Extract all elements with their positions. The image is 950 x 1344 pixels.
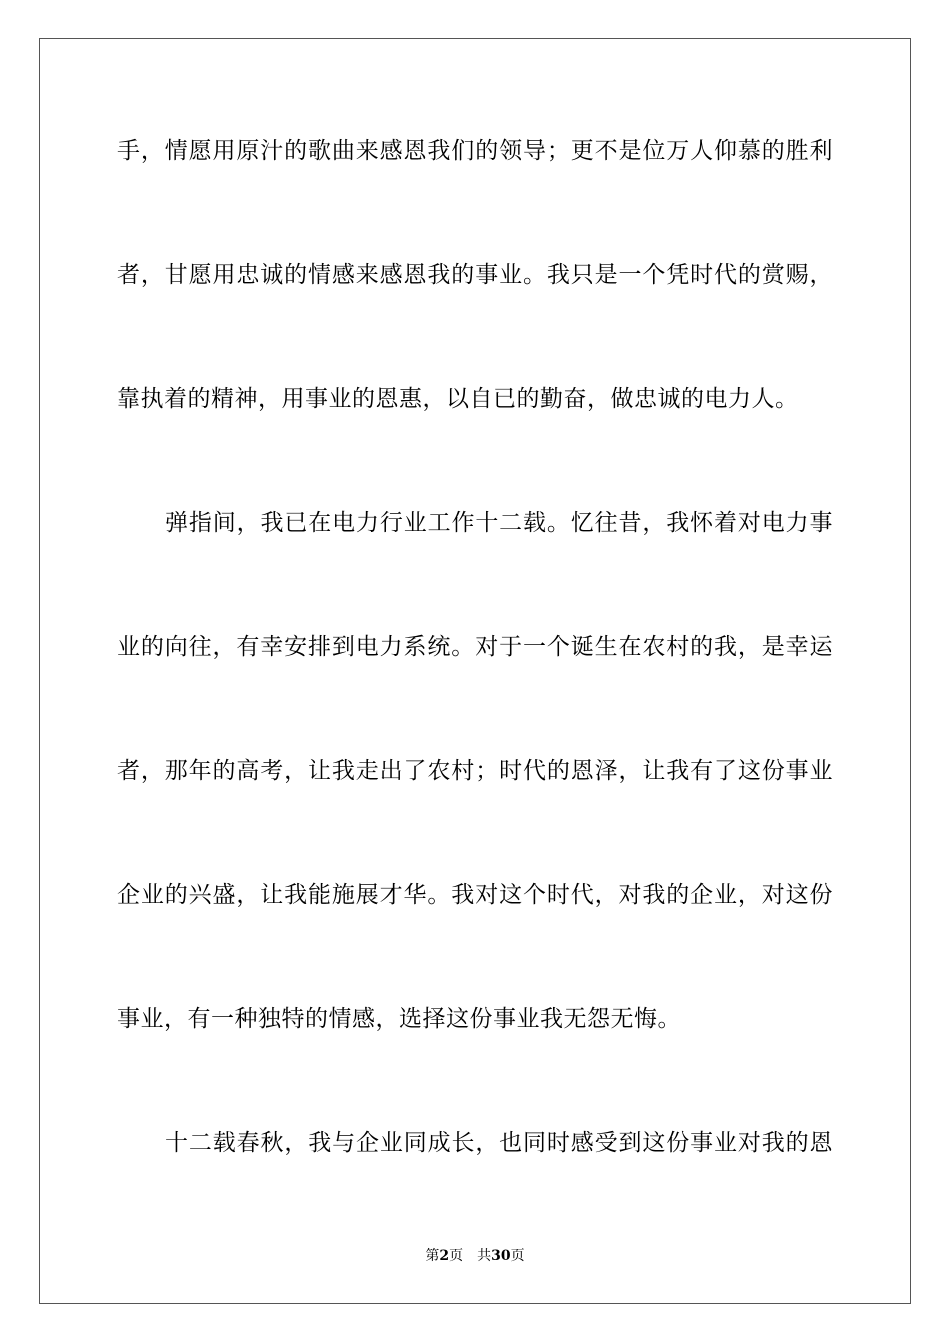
page-label-suffix: 页: [449, 1248, 464, 1264]
text-line-1: 手，情愿用原汁的歌曲来感恩我们的领导；更不是位万人仰慕的胜利: [117, 138, 833, 164]
total-label-prefix: 共: [477, 1248, 492, 1264]
page-number: 2: [439, 1248, 450, 1264]
total-label-suffix: 页: [510, 1248, 525, 1264]
text-line-3: 靠执着的精神，用事业的恩惠，以自已的勤奋，做忠诚的电力人。: [117, 386, 799, 412]
text-line-8: 事业，有一种独特的情感，选择这份事业我无怨无悔。: [117, 1006, 681, 1032]
paragraph-3-line-1: 十二载春秋，我与企业同成长，也同时感受到这份事业对我的恩: [165, 1130, 833, 1156]
total-pages: 30: [491, 1248, 511, 1264]
page-footer: [0, 1246, 950, 1266]
text-line-7: 企业的兴盛，让我能施展才华。我对这个时代，对我的企业，对这份: [117, 882, 833, 908]
page-label-prefix: 第: [425, 1248, 440, 1264]
text-line-6: 者，那年的高考，让我走出了农村；时代的恩泽，让我有了这份事业: [117, 758, 833, 784]
paragraph-2-line-1: 弹指间，我已在电力行业工作十二载。忆往昔，我怀着对电力事: [165, 510, 833, 536]
text-line-2: 者，甘愿用忠诚的情感来感恩我的事业。我只是一个凭时代的赏赐，: [117, 262, 833, 288]
text-line-5: 业的向往，有幸安排到电力系统。对于一个诞生在农村的我，是幸运: [117, 634, 833, 660]
page-frame: [39, 38, 911, 1304]
